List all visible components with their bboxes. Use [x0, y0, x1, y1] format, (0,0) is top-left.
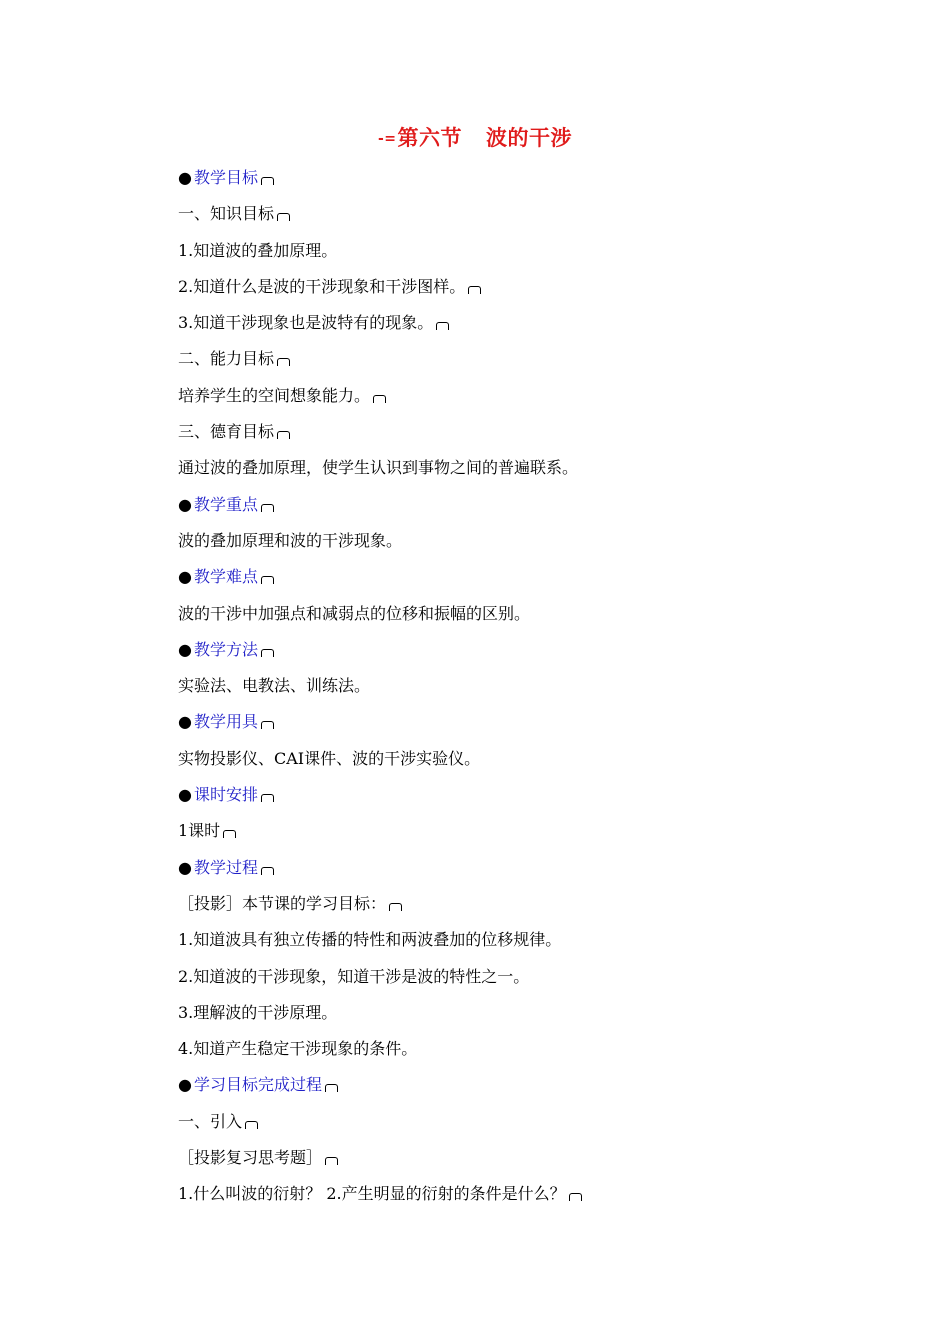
bullet-icon: ● [178, 785, 192, 805]
text-line [178, 1182, 798, 1218]
heading-text: 教学过程 [193, 857, 258, 877]
line-text: 3.理解波的干涉原理。 [178, 1002, 338, 1022]
text-line [178, 347, 798, 383]
bullet-icon: ● [178, 712, 192, 732]
paragraph-mark-icon [261, 177, 274, 185]
line-text: 2.知道波的干涉现象，知道干涉是波的特性之一。 [178, 966, 530, 986]
line-text: 3.知道干涉现象也是波特有的现象。 [178, 313, 434, 333]
bullet-icon: ● [178, 168, 192, 187]
bullet-icon: ● [178, 857, 192, 877]
text-line [178, 275, 798, 311]
paragraph-mark-icon [261, 721, 274, 729]
heading-text: 教学方法 [193, 639, 258, 659]
paragraph-mark-icon [389, 903, 402, 911]
line-text: 培养学生的空间想象能力。 [178, 385, 371, 405]
paragraph-mark-icon [277, 213, 290, 221]
title-prefix: -= [377, 131, 397, 147]
line-text: 4.知道产生稳定干涉现象的条件。 [178, 1039, 418, 1059]
paragraph-mark-icon [468, 286, 481, 294]
text-line [178, 311, 798, 347]
line-text: 波的干涉中加强点和减弱点的位移和振幅的区别。 [178, 603, 531, 623]
text-line [178, 384, 798, 420]
heading-text: 教学难点 [193, 567, 258, 587]
paragraph-mark-icon [261, 576, 274, 584]
paragraph-mark-icon [261, 794, 274, 802]
line-text: 二、能力目标 [178, 349, 275, 369]
paragraph-mark-icon [373, 395, 386, 403]
heading-text: 教学用具 [193, 712, 258, 732]
paragraph-mark-icon [325, 1084, 338, 1092]
text-line [178, 456, 798, 492]
text-line [178, 819, 798, 855]
text-line [178, 747, 798, 783]
line-text: ［投影］本节课的学习目标： [178, 893, 387, 913]
paragraph-mark-icon [569, 1193, 582, 1201]
line-text: 一、引入 [178, 1111, 243, 1131]
title-topic: 波的干涉 [486, 126, 573, 150]
line-text: ［投影复习思考题］ [178, 1148, 323, 1168]
bullet-icon: ● [178, 639, 192, 659]
text-line [178, 239, 798, 275]
line-text: 1.知道波的叠加原理。 [178, 240, 338, 260]
title-section: 第六节 [397, 126, 463, 150]
bullet-icon: ● [178, 567, 192, 587]
section-heading [178, 565, 798, 601]
line-text: 波的叠加原理和波的干涉现象。 [178, 530, 403, 550]
document-body [178, 166, 798, 1219]
text-line [178, 1110, 798, 1146]
text-line [178, 602, 798, 638]
text-line [178, 892, 798, 928]
text-line [178, 965, 798, 1001]
text-line [178, 1037, 798, 1073]
section-heading [178, 710, 798, 746]
text-line [178, 529, 798, 565]
bullet-icon: ● [178, 494, 192, 514]
paragraph-mark-icon [261, 867, 274, 875]
heading-text: 课时安排 [193, 785, 258, 805]
paragraph-mark-icon [325, 1157, 338, 1165]
line-text: 2.知道什么是波的干涉现象和干涉图样。 [178, 276, 466, 296]
heading-text: 学习目标完成过程 [193, 1075, 322, 1095]
line-text: 实物投影仪、CAI课件、波的干涉实验仪。 [178, 748, 481, 768]
text-line [178, 202, 798, 238]
line-text: 实验法、电教法、训练法。 [178, 676, 371, 696]
paragraph-mark-icon [277, 358, 290, 366]
text-line [178, 1146, 798, 1182]
text-line [178, 420, 798, 456]
paragraph-mark-icon [277, 431, 290, 439]
line-text: 1课时 [178, 821, 221, 841]
line-text: 三、德育目标 [178, 422, 275, 442]
paragraph-mark-icon [436, 322, 449, 330]
line-text: 通过波的叠加原理，使学生认识到事物之间的普遍联系。 [178, 458, 579, 478]
paragraph-mark-icon [223, 830, 236, 838]
text-line [178, 928, 798, 964]
paragraph-mark-icon [261, 649, 274, 657]
heading-text: 教学重点 [193, 494, 258, 514]
section-heading [178, 783, 798, 819]
section-heading [178, 166, 798, 202]
section-heading [178, 493, 798, 529]
section-heading [178, 1073, 798, 1109]
text-line [178, 1001, 798, 1037]
paragraph-mark-icon [245, 1121, 258, 1129]
paragraph-mark-icon [261, 504, 274, 512]
section-heading [178, 856, 798, 892]
heading-text: 教学目标 [193, 168, 258, 187]
bullet-icon: ● [178, 1075, 192, 1095]
section-heading [178, 638, 798, 674]
text-line [178, 674, 798, 710]
line-text: 一、知识目标 [178, 204, 275, 224]
page-title [0, 122, 950, 152]
line-text: 1.什么叫波的衍射？ 2.产生明显的衍射的条件是什么？ [178, 1184, 566, 1204]
line-text: 1.知道波具有独立传播的特性和两波叠加的位移规律。 [178, 930, 562, 950]
